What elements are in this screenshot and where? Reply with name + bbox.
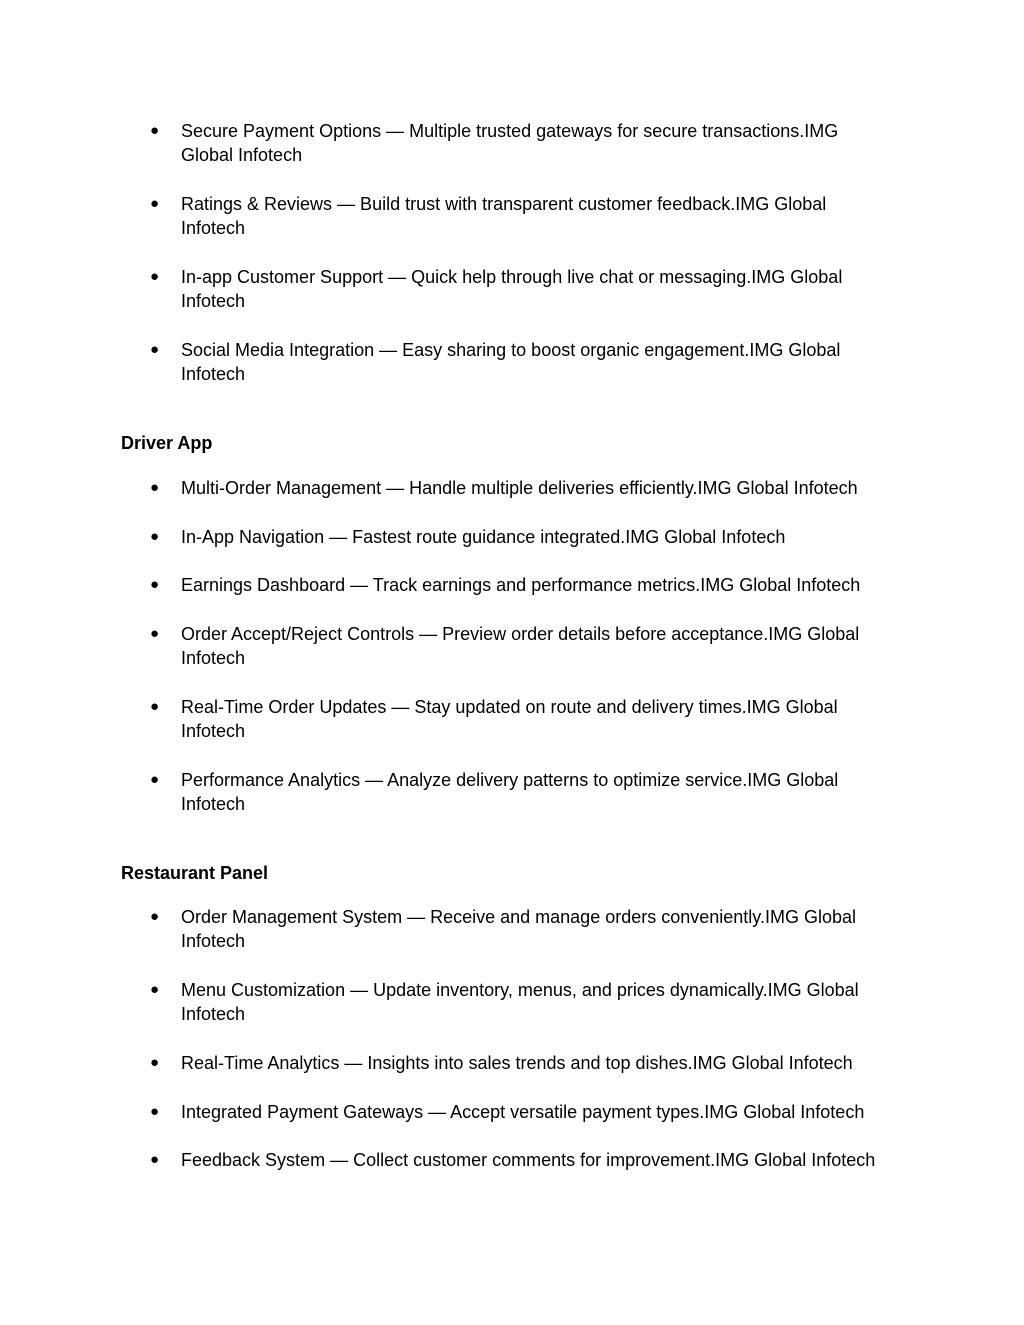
list-item (0, 338, 891, 387)
list-item (0, 192, 891, 241)
bullet-icon: ● (150, 1102, 160, 1120)
customer-feature-list (0, 119, 891, 411)
bullet-icon: ● (150, 771, 160, 789)
list-item-text: Order Management System — Receive and manage orders conveniently.IMG Global Infotech (181, 907, 856, 952)
bullet-icon: ● (150, 1151, 160, 1169)
section-heading-driver-app: Driver App (121, 433, 213, 453)
bullet-icon: ● (150, 527, 160, 545)
list-item-text: Ratings & Reviews — Build trust with transparent customer feedback.IMG Global Infotech (181, 193, 827, 239)
list-item-text: Order Accept/Reject Controls — Preview order details before acceptance.IMG Global Infotech (181, 624, 860, 669)
list-item (0, 978, 891, 1027)
list-item-text: Real-Time Analytics — Insights into sales trends and top dishes.IMG Global Infotech (181, 1052, 853, 1073)
list-item-text: Feedback System — Collect customer comments for improvement.IMG Global Infotech (181, 1150, 876, 1171)
bullet-icon: ● (150, 1053, 160, 1071)
bullet-icon: ● (150, 122, 160, 139)
bullet-icon: ● (150, 980, 160, 998)
list-item (0, 476, 891, 500)
bullet-icon: ● (150, 576, 160, 594)
list-item (0, 905, 891, 954)
list-item (0, 1051, 891, 1075)
restaurant-feature-list (0, 905, 891, 1197)
bullet-icon: ● (150, 625, 160, 643)
list-item-text: Earnings Dashboard — Track earnings and performance metrics.IMG Global Infotech (181, 575, 861, 596)
section-heading-restaurant-panel: Restaurant Panel (121, 863, 269, 883)
list-item (0, 695, 891, 744)
list-item (0, 525, 891, 549)
list-item-text: In-app Customer Support — Quick help through live chat or messaging.IMG Global Infotech (181, 266, 843, 312)
list-item (0, 265, 891, 314)
bullet-icon: ● (150, 340, 160, 358)
list-item-text: Integrated Payment Gateways — Accept versatile payment types.IMG Global Infotech (181, 1101, 865, 1122)
list-item (0, 1100, 891, 1124)
bullet-icon: ● (150, 908, 160, 925)
list-item-text: Real-Time Order Updates — Stay updated on route and delivery times.IMG Global Infotech (181, 697, 838, 742)
bullet-icon: ● (150, 479, 160, 496)
list-item-text: Performance Analytics — Analyze delivery patterns to optimize service.IMG Global Infotech (181, 770, 839, 815)
list-item-text: Multi-Order Management — Handle multiple deliveries efficiently.IMG Global Infotech (181, 478, 858, 498)
bullet-icon: ● (150, 698, 160, 716)
list-item (0, 768, 891, 817)
list-item-text: Social Media Integration — Easy sharing to boost organic engagement.IMG Global Infotech (181, 339, 841, 385)
list-item (0, 1148, 891, 1172)
bullet-icon: ● (150, 267, 160, 285)
list-item (0, 573, 891, 597)
list-item (0, 119, 891, 168)
list-item-text: In-App Navigation — Fastest route guidance integrated.IMG Global Infotech (181, 526, 786, 547)
driver-feature-list (0, 476, 891, 841)
list-item (0, 622, 891, 671)
list-item-text: Secure Payment Options — Multiple trusted gateways for secure transactions.IMG Global Infotech (181, 121, 839, 166)
bullet-icon: ● (150, 194, 160, 212)
list-item-text: Menu Customization — Update inventory, menus, and prices dynamically.IMG Global Infotech (181, 979, 859, 1025)
